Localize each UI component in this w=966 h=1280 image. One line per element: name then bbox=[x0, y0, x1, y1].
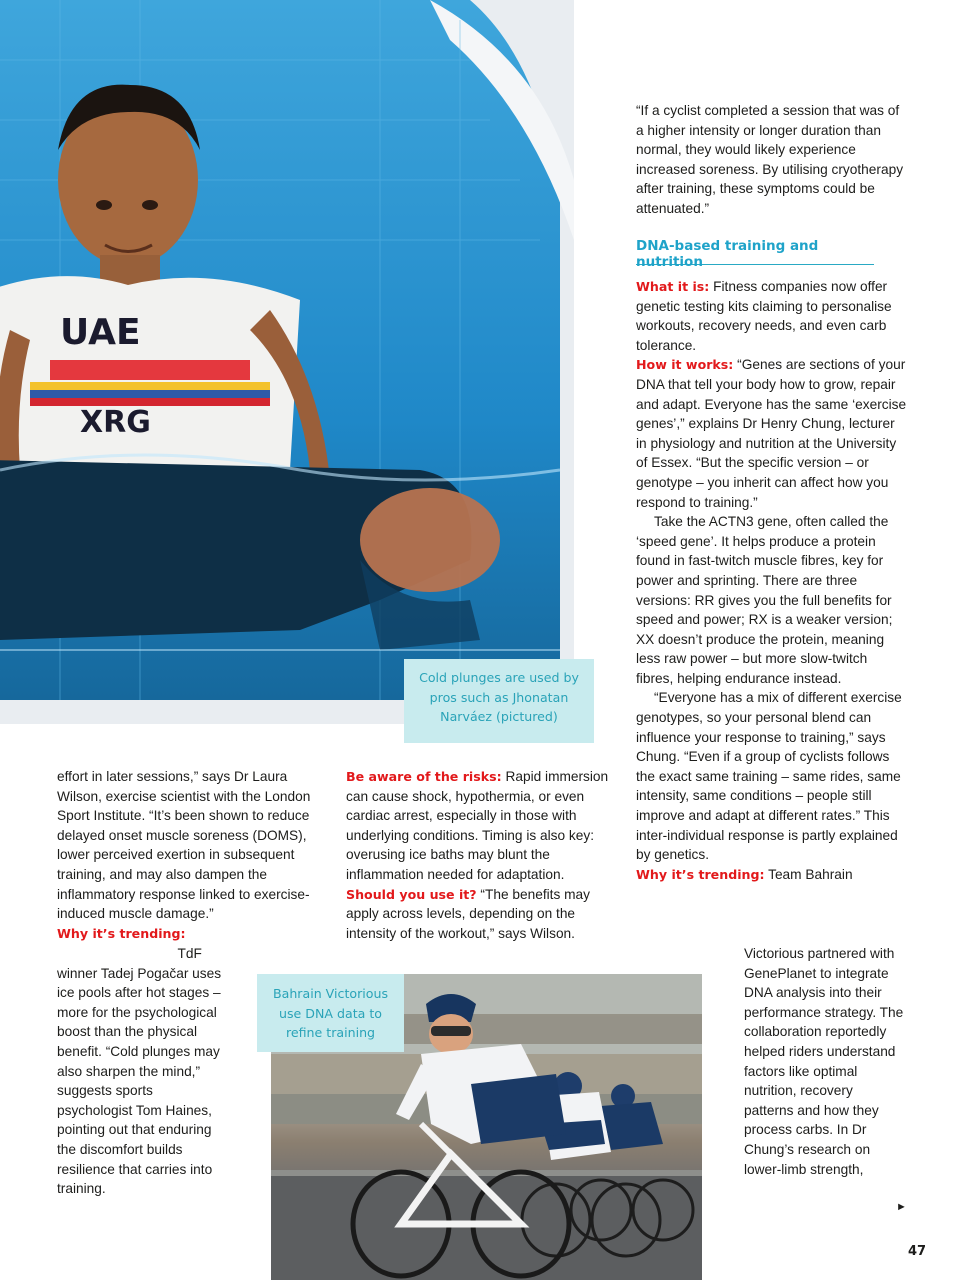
ice-bath-caption bbox=[404, 659, 594, 743]
svg-text:UAE: UAE bbox=[60, 312, 141, 353]
continue-arrow-icon: ► bbox=[896, 1201, 907, 1213]
risks-label: Be aware of the risks: bbox=[346, 769, 502, 784]
dna-trending-text-start: Team Bahrain bbox=[764, 866, 853, 882]
ice-bath-caption-text: Cold plunges are used by pros such as Jhonatan Narváez (pictured) bbox=[419, 670, 579, 725]
page-number: 47 bbox=[908, 1244, 927, 1259]
how-it-works-text: “Genes are sections of your DNA that tell your body how to grow, repair and adapt. Everyone has the same ‘exercise genes’,” explains Dr Henry Chung, lecturer in physiology and nutrition at the University of Essex. “But the specific version – or genotype – you inherit can affect how you respond to training.” bbox=[636, 357, 907, 510]
should-use-text: “The benefits may apply across levels, depending on the intensity of the workout,” says Wilson. bbox=[346, 886, 590, 941]
dna-trending-label: Why it’s trending: bbox=[636, 866, 765, 882]
dna-trending-continued: Victorious partnered with GenePlanet to integrate DNA analysis into their performance strategy. The collaboration reportedly helped riders understand factors like optimal nutrition, recovery patterns and how they process carbs. In Dr Chung’s research on lower-limb strength, bbox=[744, 946, 904, 1177]
cyclists-caption-text: Bahrain Victorious use DNA data to refine training bbox=[272, 986, 389, 1041]
what-it-is-label: What it is: bbox=[636, 279, 710, 294]
what-it-is-text: Fitness companies now offer genetic testing kits claiming to personalise workouts, recovery needs, and even carb tolerance. bbox=[636, 279, 892, 353]
ice-bath-photo bbox=[0, 0, 574, 724]
ice-bath-illustration bbox=[0, 0, 574, 724]
wilson-quote-paragraph: effort in later sessions,” says Dr Laura Wilson, exercise scientist with the London Sport Institute. “It’s been shown to reduce delayed onset muscle soreness (DOMS), lower perceived exertion in subsequent training, and may also dampen the inflammatory response linked to exercise-induced muscle damage.” bbox=[57, 769, 311, 922]
risks-body bbox=[346, 767, 614, 943]
cyclists-caption bbox=[257, 974, 404, 1052]
ice-trending-text-wrap bbox=[57, 944, 229, 1199]
cold-plunge-body bbox=[57, 767, 327, 943]
risks-text: Rapid immersion can cause shock, hypothermia, or even cardiac arrest, especially in those with underlying conditions. Timing is also key: overusing ice baths may blunt the inflammation needed for adaptation. bbox=[346, 769, 609, 882]
ice-trending-text: TdF winner Tadej Pogačar uses ice pools after hot stages – more for the psychological boost than the physical benefit. “Cold plunges may also sharpen the mind,” suggests sports psychologist Tom Haines, pointing out that enduring the discomfort builds resilience that carries into training. bbox=[57, 946, 222, 1197]
expert-quote-paragraph: “If a cyclist completed a session that was of a higher intensity or longer duration than normal, they would likely experience increased soreness. By utilising cryotherapy after training, these symptoms could be attenuated.” bbox=[636, 103, 904, 216]
should-use-label: Should you use it? bbox=[346, 886, 477, 902]
genotypes-paragraph: “Everyone has a mix of different exercise genotypes, so your personal blend can influence your response to training,” says Chung. “Even if a group of cyclists follows the exact same training – same rides, same intensity, same conditions – people still improve and adapt at different rates.” This inter-individual response is partly explained by genetics. bbox=[636, 690, 902, 863]
how-it-works-label: How it works: bbox=[636, 357, 734, 373]
actn3-paragraph: Take the ACTN3 gene, often called the ‘speed gene’. It helps produce a protein found in fast-twitch muscle fibres, key for power and sprinting. There are three versions: RR gives you the full benefits for speed and power; RX is a weaker version; XX doesn’t produce the protein, meaning less raw power – but more slow-twitch fibres, helping endurance instead. bbox=[636, 514, 893, 686]
ice-trending-label: Why it’s trending: bbox=[57, 925, 186, 941]
section-heading: DNA-based training and nutrition bbox=[636, 238, 874, 265]
dna-section-body bbox=[636, 277, 908, 884]
svg-text:XRG: XRG bbox=[80, 405, 151, 440]
